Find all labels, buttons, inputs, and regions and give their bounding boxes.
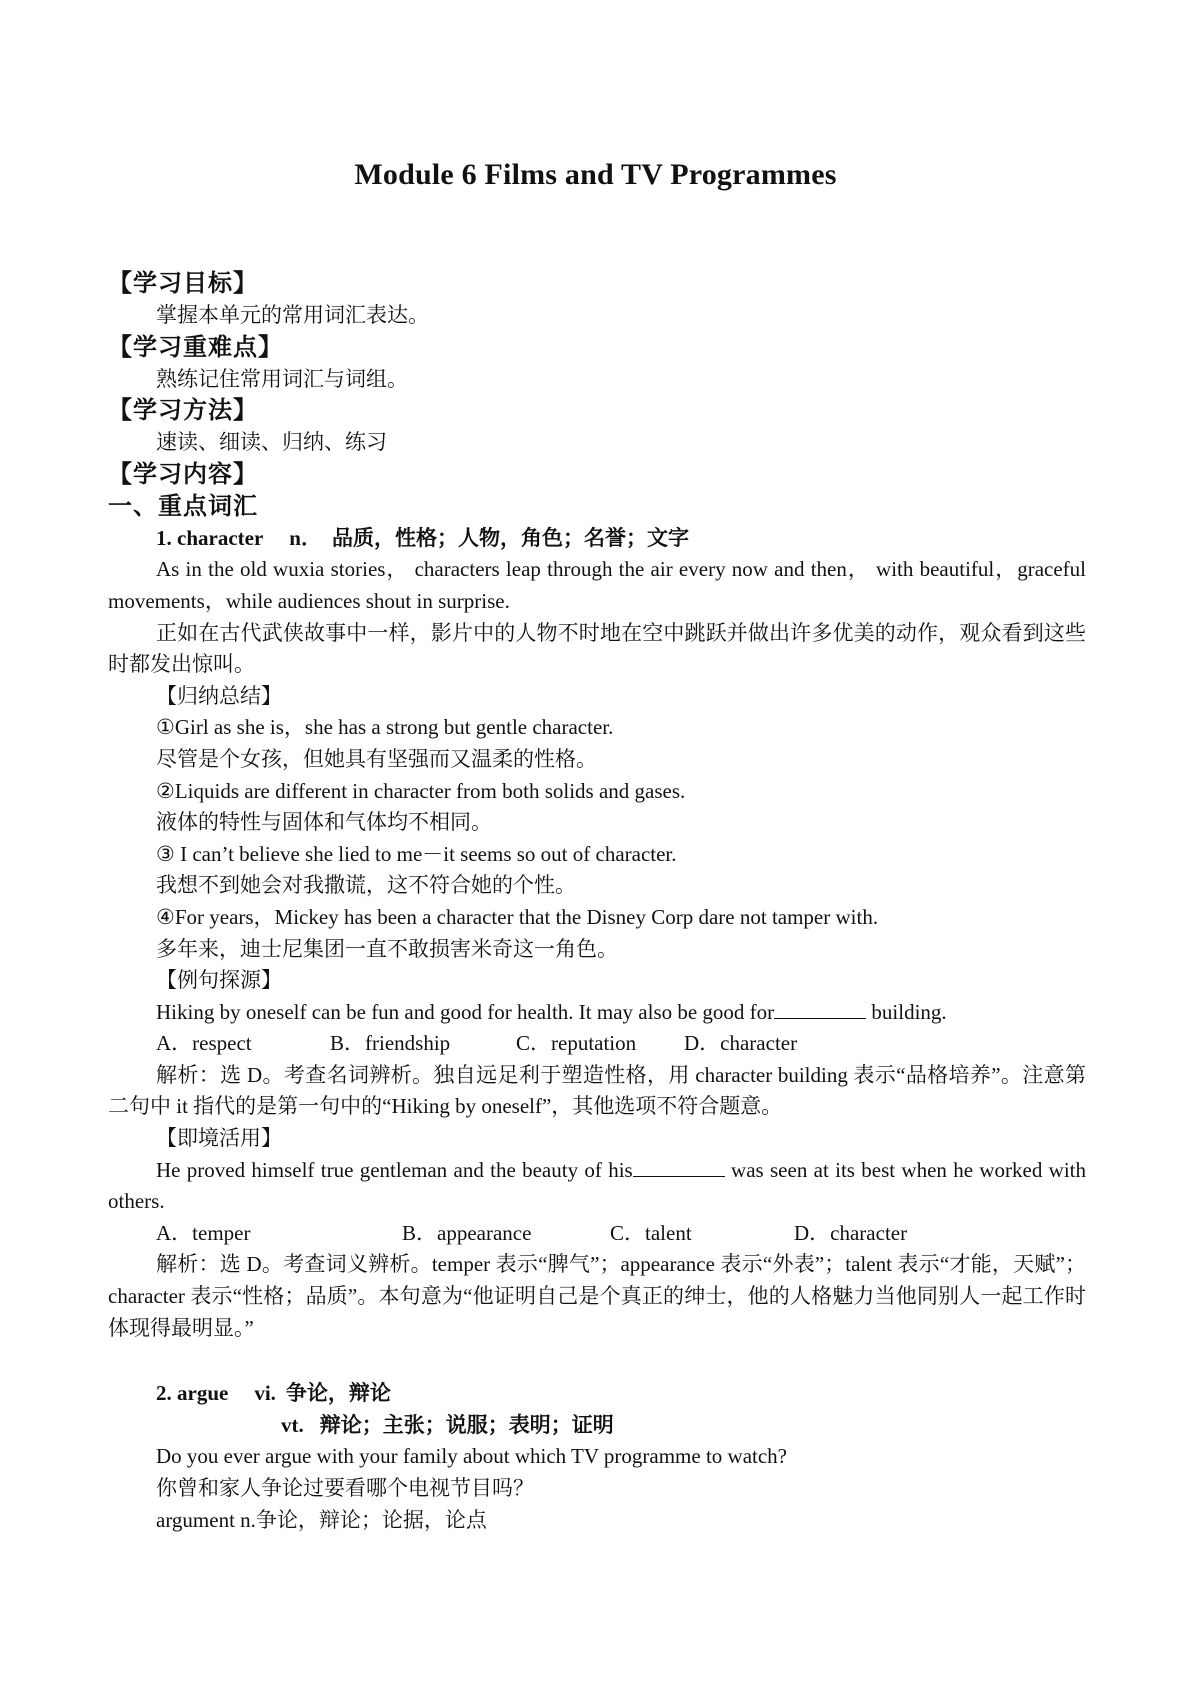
option-c: C．reputation bbox=[516, 1031, 637, 1056]
entry-word: 2. argue bbox=[156, 1381, 229, 1406]
entry-meaning-vt: 辩论；主张；说服；表明；证明 bbox=[319, 1412, 614, 1437]
question-1-analysis: 解析：选 D。考查名词辨析。独自远足利于塑造性格，用 character building 表示“品格培养”。注意第二句中 it 指代的是第一句中的“Hiking by oneself”，其他选项不符合题意。 bbox=[108, 1062, 1086, 1119]
entry-argue-head bbox=[108, 1378, 1086, 1410]
summary-sentence-3-en: ③ I can’t believe she lied to me－it seems so out of character. bbox=[156, 841, 677, 866]
entry-pos: n． bbox=[289, 525, 322, 550]
argue-derived-word: argument n.争论，辩论；论据，论点 bbox=[156, 1507, 487, 1532]
example-en: As in the old wuxia stories， characters leap through the air every now and then， with beautiful，graceful movements，while audiences shout in surprise. bbox=[108, 557, 1086, 613]
spacer bbox=[108, 1344, 1086, 1378]
source-heading: 【例句探源】 bbox=[156, 968, 282, 993]
page-title: Module 6 Films and TV Programmes bbox=[354, 158, 837, 191]
option-b: B．appearance bbox=[402, 1220, 532, 1245]
section-heading-goal: 【学习目标】 bbox=[108, 271, 258, 297]
entry-pos-vi: vi. bbox=[254, 1381, 276, 1406]
question-1-options bbox=[108, 1028, 1086, 1060]
question-2-analysis: 解析：选 D。考查词义辨析。temper 表示“脾气”；appearance 表示“外表”；talent 表示“才能，天赋”；character 表示“性格；品质”。本句意为“他证明自己是个真正的绅士，他的人格魅力当他同别人一起工作时体现得最明显。” bbox=[108, 1252, 1086, 1340]
question-2 bbox=[108, 1155, 1086, 1218]
method-text: 速读、细读、归纳、练习 bbox=[156, 430, 387, 455]
argue-example-en: Do you ever argue with your family about which TV programme to watch? bbox=[156, 1444, 788, 1469]
question-2-after: was seen at its best when he worked with others. bbox=[108, 1157, 1086, 1214]
question-1-before: Hiking by oneself can be fun and good for health. It may also be good for bbox=[156, 999, 775, 1024]
entry-word: 1. character bbox=[156, 525, 264, 550]
apply-heading: 【即境活用】 bbox=[156, 1126, 282, 1151]
option-a: A．respect bbox=[156, 1031, 252, 1056]
option-d: D．character bbox=[684, 1031, 798, 1056]
vocab-heading: 一、重点词汇 bbox=[108, 493, 258, 520]
entry-pos-vt: vt. bbox=[281, 1412, 304, 1437]
question-1 bbox=[108, 997, 1086, 1029]
answer-blank bbox=[633, 1158, 725, 1177]
summary-sentence-2-en: ②Liquids are different in character from both solids and gases. bbox=[156, 778, 686, 803]
argue-example-zh: 你曾和家人争论过要看哪个电视节目吗？ bbox=[156, 1476, 534, 1500]
entry-meaning: 品质，性格；人物，角色；名誉；文字 bbox=[331, 525, 689, 550]
section-heading-content: 【学习内容】 bbox=[108, 461, 258, 488]
option-c: C．talent bbox=[610, 1220, 692, 1245]
answer-blank bbox=[774, 1000, 866, 1019]
entry-meaning-vi: 争论，辩论 bbox=[285, 1381, 391, 1406]
entry-argue-vt bbox=[108, 1410, 1086, 1442]
question-2-options bbox=[108, 1218, 1086, 1250]
question-1-after: building. bbox=[866, 999, 947, 1024]
example-zh: 正如在古代武侠故事中一样，影片中的人物不时地在空中跳跃并做出许多优美的动作，观众看到这些时都发出惊叫。 bbox=[108, 620, 1086, 677]
summary-sentence-3-zh: 我想不到她会对我撒谎，这不符合她的个性。 bbox=[156, 873, 576, 898]
key-points-text: 熟练记住常用词汇与词组。 bbox=[156, 366, 408, 391]
question-2-before: He proved himself true gentleman and the beauty of his bbox=[156, 1157, 633, 1182]
summary-heading: 【归纳总结】 bbox=[156, 683, 282, 708]
summary-sentence-1-zh: 尽管是个女孩，但她具有坚强而又温柔的性格。 bbox=[156, 746, 597, 771]
summary-sentence-4-en: ④For years，Mickey has been a character that the Disney Corp dare not tamper with. bbox=[156, 904, 879, 929]
entry-character-head bbox=[108, 523, 1086, 555]
summary-sentence-4-zh: 多年来，迪士尼集团一直不敢损害米奇这一角色。 bbox=[156, 936, 618, 961]
option-b: B．friendship bbox=[330, 1031, 451, 1056]
section-heading-key-points: 【学习重难点】 bbox=[108, 334, 283, 361]
document-body bbox=[108, 268, 1086, 1536]
option-a: A．temper bbox=[156, 1220, 251, 1245]
summary-sentence-1-en: ①Girl as she is，she has a strong but gentle character. bbox=[156, 715, 614, 740]
summary-sentence-2-zh: 液体的特性与固体和气体均不相同。 bbox=[156, 810, 492, 835]
option-d: D．character bbox=[794, 1220, 908, 1245]
goal-text: 掌握本单元的常用词汇表达。 bbox=[156, 303, 429, 327]
section-heading-method: 【学习方法】 bbox=[108, 398, 258, 425]
